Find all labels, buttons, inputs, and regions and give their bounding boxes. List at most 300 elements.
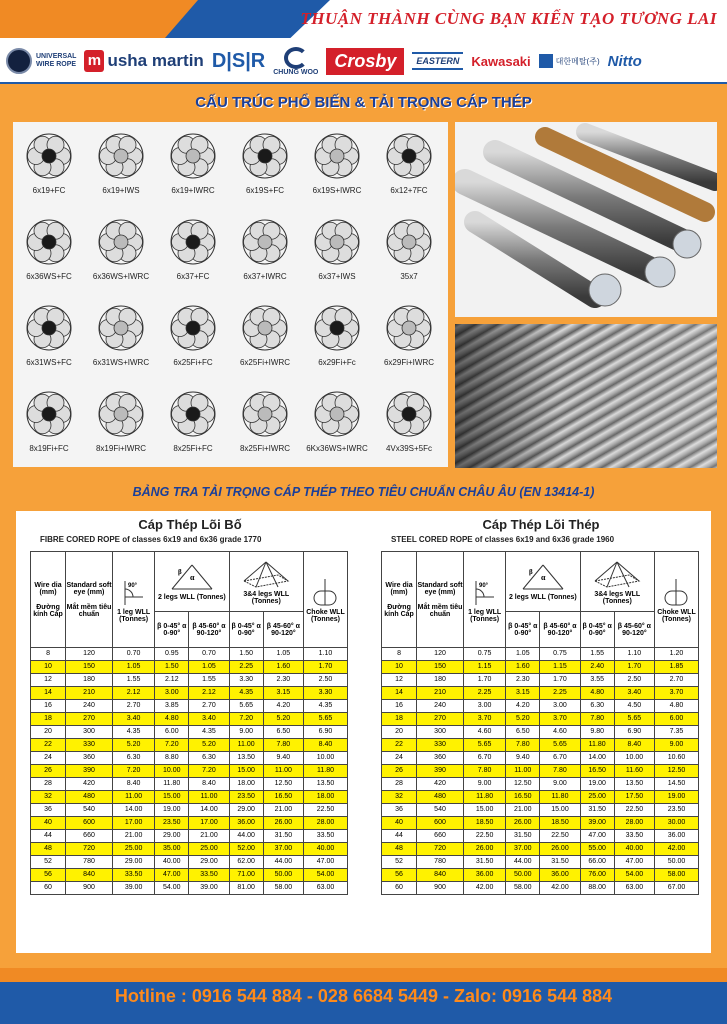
- rope-structure-label: 6x31WS+FC: [26, 358, 72, 367]
- rope-structure-label: 6x37+FC: [176, 272, 210, 281]
- table-cell: 1.20: [654, 648, 698, 661]
- single-leg-sling-icon: [470, 577, 500, 607]
- table-cell: 17.00: [189, 817, 229, 830]
- table-cell: 2.25: [464, 687, 506, 700]
- table-cell: 33.50: [113, 869, 155, 882]
- rope-structure-13: [13, 298, 85, 384]
- table-cell: 3.85: [155, 700, 189, 713]
- rope-structure-12: [373, 212, 445, 298]
- steel-col-one-leg: 90° 1 leg WLL (Tonnes): [464, 552, 506, 648]
- table-cell: 6.30: [113, 752, 155, 765]
- table-cell: 47.00: [614, 856, 654, 869]
- table-cell: 5.65: [464, 739, 506, 752]
- table-cell: 54.00: [614, 869, 654, 882]
- table-cell: 19.00: [580, 778, 614, 791]
- rope-cross-section-icon: [241, 390, 289, 438]
- table-cell: 44: [31, 830, 66, 843]
- nitto-logo: Nitto: [607, 52, 642, 70]
- table-cell: 840: [417, 869, 464, 882]
- table-cell: 1.70: [540, 674, 580, 687]
- table-cell: 9.40: [506, 752, 540, 765]
- table-cell: 4.20: [263, 700, 303, 713]
- table-cell: 15.00: [540, 804, 580, 817]
- rope-cross-section-icon: [313, 218, 361, 266]
- table-cell: 1.15: [464, 661, 506, 674]
- table-cell: 16: [382, 700, 417, 713]
- table-cell: 120: [417, 648, 464, 661]
- fibre-sub-2leg-b: β 45-60° α 90-120°: [189, 612, 229, 648]
- table-cell: 720: [66, 843, 113, 856]
- table-cell: 28.00: [614, 817, 654, 830]
- table-cell: 13.50: [614, 778, 654, 791]
- table-cell: 36: [31, 804, 66, 817]
- rope-structure-8: [85, 212, 157, 298]
- table-cell: 8: [382, 648, 417, 661]
- steel-col-wire-dia: Wire dia (mm) Đường kính Cáp: [382, 552, 417, 648]
- table-cell: 52: [382, 856, 417, 869]
- table-cell: 780: [417, 856, 464, 869]
- four-leg-sling-icon: [589, 559, 645, 589]
- table-cell: 1.15: [540, 661, 580, 674]
- table-cell: 21.00: [506, 804, 540, 817]
- table-cell: 2.30: [506, 674, 540, 687]
- table-cell: 14.00: [189, 804, 229, 817]
- rope-structure-label: 6x25Fi+IWRC: [239, 358, 290, 367]
- table-cell: 300: [417, 726, 464, 739]
- table-cell: 18.50: [540, 817, 580, 830]
- table-cell: 37.00: [506, 843, 540, 856]
- table-cell: 88.00: [580, 882, 614, 895]
- steel-table-subtitle: STEEL CORED ROPE of classes 6x19 and 6x36 grade 1960: [391, 535, 615, 544]
- table-cell: 36: [382, 804, 417, 817]
- table-cell: 31.50: [540, 856, 580, 869]
- table-cell: 3.70: [540, 713, 580, 726]
- rope-structure-label: 8x19Fi+FC: [29, 444, 69, 453]
- table-row: [31, 856, 348, 869]
- eastern-logo: EASTERN: [412, 52, 463, 70]
- table-cell: 7.80: [464, 765, 506, 778]
- table-cell: 10.00: [614, 752, 654, 765]
- table-cell: 240: [66, 700, 113, 713]
- table-cell: 15.00: [229, 765, 263, 778]
- table-cell: 30.00: [654, 817, 698, 830]
- table-cell: 720: [417, 843, 464, 856]
- rope-structure-label: 6x37+IWS: [318, 272, 356, 281]
- rope-cross-section-icon: [169, 304, 217, 352]
- table-cell: 11.80: [303, 765, 347, 778]
- rope-cross-section-icon: [169, 218, 217, 266]
- table-cell: 5.65: [303, 713, 347, 726]
- table-cell: 40: [31, 817, 66, 830]
- steel-col-soft-eye: Standard soft eye (mm) Mắt mềm tiêu chuẩn: [417, 552, 464, 648]
- table-cell: 480: [417, 791, 464, 804]
- table-row: [31, 765, 348, 778]
- table-cell: 12: [31, 674, 66, 687]
- table-cell: 18: [382, 713, 417, 726]
- rope-structure-4: [229, 126, 301, 212]
- table-cell: 4.35: [113, 726, 155, 739]
- table-cell: 150: [66, 661, 113, 674]
- svg-text:α: α: [189, 573, 195, 582]
- table-cell: 11.80: [155, 778, 189, 791]
- table-cell: 270: [417, 713, 464, 726]
- table-row: [382, 804, 699, 817]
- partner-logo-bar: [0, 40, 727, 84]
- rope-structure-label: 6x36WS+IWRC: [92, 272, 150, 281]
- table-cell: 360: [66, 752, 113, 765]
- table-cell: 15.00: [464, 804, 506, 817]
- table-cell: 44.00: [229, 830, 263, 843]
- table-cell: 2.70: [189, 700, 229, 713]
- table-cell: 5.20: [189, 739, 229, 752]
- table-cell: 14.00: [113, 804, 155, 817]
- hotline-text: Hotline : 0916 544 884 - 028 6684 5449 - Zalo: 0916 544 884: [114, 986, 613, 1006]
- table-cell: 47.00: [303, 856, 347, 869]
- table-cell: 9.40: [263, 752, 303, 765]
- table-cell: 47.00: [155, 869, 189, 882]
- table-cell: 62.00: [229, 856, 263, 869]
- table-cell: 26.00: [506, 817, 540, 830]
- table-cell: 11.60: [614, 765, 654, 778]
- table-cell: 8.40: [113, 778, 155, 791]
- table-cell: 3.30: [303, 687, 347, 700]
- rope-structure-label: 6x29Fi+IWRC: [383, 358, 434, 367]
- steel-col-two-legs: β α 2 legs WLL (Tonnes): [506, 552, 580, 612]
- table-cell: 390: [66, 765, 113, 778]
- table-cell: 22: [31, 739, 66, 752]
- rope-cross-section-icon: [313, 304, 361, 352]
- top-banner: [0, 0, 727, 40]
- wire-rope-ends-photo: [455, 122, 717, 317]
- rope-structure-label: 6x12+7FC: [390, 186, 428, 195]
- table-cell: 1.05: [506, 648, 540, 661]
- table-cell: 8.40: [303, 739, 347, 752]
- table-cell: 6.70: [464, 752, 506, 765]
- table-cell: 63.00: [614, 882, 654, 895]
- table-cell: 60: [31, 882, 66, 895]
- rope-cross-section-icon: [241, 132, 289, 180]
- table-cell: 7.20: [229, 713, 263, 726]
- table-cell: 10: [382, 661, 417, 674]
- table-cell: 10: [31, 661, 66, 674]
- svg-text:β: β: [528, 568, 533, 576]
- fibre-col-one-leg: 90° 1 leg WLL (Tonnes): [113, 552, 155, 648]
- footer-bar: [0, 968, 727, 1024]
- rope-cross-section-icon: [385, 132, 433, 180]
- table-row: [382, 765, 699, 778]
- table-cell: 40.00: [303, 843, 347, 856]
- table-cell: 52.00: [229, 843, 263, 856]
- steel-sub-4leg-b: β 45-60° α 90-120°: [614, 612, 654, 648]
- rope-structure-label: 6x25Fi+FC: [173, 358, 213, 367]
- table-cell: 0.70: [113, 648, 155, 661]
- table-row: [31, 869, 348, 882]
- rope-cross-section-icon: [97, 390, 145, 438]
- table-cell: 0.75: [540, 648, 580, 661]
- rope-structure-label: 6x19+FC: [32, 186, 66, 195]
- table-row: [31, 804, 348, 817]
- table-row: [31, 752, 348, 765]
- table-row: [382, 791, 699, 804]
- table-cell: 3.00: [155, 687, 189, 700]
- table-row: [382, 856, 699, 869]
- rope-structure-6: [373, 126, 445, 212]
- table-cell: 10.60: [654, 752, 698, 765]
- table-cell: 36.00: [229, 817, 263, 830]
- steel-core-table-block: [381, 517, 701, 895]
- table-cell: 22.50: [614, 804, 654, 817]
- table-cell: 6.50: [506, 726, 540, 739]
- table-cell: 19.00: [155, 804, 189, 817]
- table-cell: 540: [66, 804, 113, 817]
- table-cell: 270: [66, 713, 113, 726]
- table-cell: 26: [31, 765, 66, 778]
- rope-cross-section-icon: [313, 132, 361, 180]
- fibre-col-choke: Choke WLL (Tonnes): [303, 552, 347, 648]
- table-cell: 36.00: [540, 869, 580, 882]
- rope-structure-3: [157, 126, 229, 212]
- table-cell: 330: [66, 739, 113, 752]
- table-cell: 9.00: [464, 778, 506, 791]
- table-cell: 7.80: [580, 713, 614, 726]
- table-cell: 31.50: [506, 830, 540, 843]
- table-cell: 26.00: [540, 843, 580, 856]
- svg-text:90°: 90°: [127, 582, 137, 589]
- table-cell: 29.00: [229, 804, 263, 817]
- steel-col-three-four-legs: 3&4 legs WLL (Tonnes): [580, 552, 654, 612]
- rope-structure-label: 6x37+IWRC: [243, 272, 287, 281]
- table-cell: 20: [31, 726, 66, 739]
- table-row: [382, 882, 699, 895]
- two-leg-sling-icon: [164, 562, 220, 592]
- table-row: [31, 674, 348, 687]
- fibre-col-soft-eye: Standard soft eye (mm) Mắt mềm tiêu chuẩn: [66, 552, 113, 648]
- table-row: [382, 713, 699, 726]
- table-cell: 210: [66, 687, 113, 700]
- table-cell: 120: [66, 648, 113, 661]
- rope-cross-section-icon: [25, 218, 73, 266]
- steel-col-choke: Choke WLL (Tonnes): [654, 552, 698, 648]
- rope-structure-label: 6x19+IWS: [102, 186, 140, 195]
- fibre-sub-4leg-b: β 45-60° α 90-120°: [263, 612, 303, 648]
- table-cell: 18.00: [229, 778, 263, 791]
- table-cell: 18.00: [303, 791, 347, 804]
- table-cell: 58.00: [263, 882, 303, 895]
- table-cell: 900: [66, 882, 113, 895]
- table-cell: 28.00: [303, 817, 347, 830]
- rope-structure-label: 6x19+IWRC: [171, 186, 215, 195]
- rope-structure-label: 8x25Fi+FC: [173, 444, 213, 453]
- table-row: [31, 713, 348, 726]
- table-cell: 4.60: [540, 726, 580, 739]
- table-row: [31, 882, 348, 895]
- table-cell: 7.80: [540, 765, 580, 778]
- table-cell: 4.80: [654, 700, 698, 713]
- rope-structure-20: [85, 384, 157, 470]
- table-cell: 9.80: [580, 726, 614, 739]
- table-cell: 40: [382, 817, 417, 830]
- table-row: [382, 817, 699, 830]
- table-cell: 2.70: [654, 674, 698, 687]
- fibre-load-table: [30, 551, 348, 895]
- fibre-col-three-four-legs: 3&4 legs WLL (Tonnes): [229, 552, 303, 612]
- table-row: [382, 778, 699, 791]
- table-cell: 3.55: [580, 674, 614, 687]
- table-cell: 25.00: [580, 791, 614, 804]
- fibre-table-title: Cáp Thép Lõi Bố: [138, 517, 242, 532]
- table-cell: 23.50: [229, 791, 263, 804]
- table-cell: 16.50: [580, 765, 614, 778]
- table-cell: 1.55: [189, 674, 229, 687]
- table-cell: 6.30: [580, 700, 614, 713]
- fibre-col-two-legs: β α 2 legs WLL (Tonnes): [155, 552, 229, 612]
- table-cell: 0.70: [189, 648, 229, 661]
- rope-structure-16: [229, 298, 301, 384]
- rope-structure-9: [157, 212, 229, 298]
- table-cell: 1.70: [464, 674, 506, 687]
- table-cell: 6.00: [654, 713, 698, 726]
- table-row: [31, 817, 348, 830]
- rope-cross-section-icon: [97, 132, 145, 180]
- rope-cross-section-icon: [25, 132, 73, 180]
- table-cell: 600: [417, 817, 464, 830]
- table-cell: 5.20: [506, 713, 540, 726]
- chungwoo-swirl-icon: [284, 47, 308, 69]
- table-cell: 11.00: [263, 765, 303, 778]
- table-row: [382, 661, 699, 674]
- table-cell: 4.50: [614, 700, 654, 713]
- table-cell: 54.00: [303, 869, 347, 882]
- table-cell: 11.00: [506, 765, 540, 778]
- table-cell: 50.00: [263, 869, 303, 882]
- table-row: [382, 648, 699, 661]
- steel-sub-2leg-a: β 0-45° α 0-90°: [506, 612, 540, 648]
- table-cell: 7.20: [155, 739, 189, 752]
- rope-cross-section-icon: [169, 390, 217, 438]
- rope-structure-label: 6x19S+FC: [245, 186, 285, 195]
- table-row: [382, 726, 699, 739]
- rope-structure-17: [301, 298, 373, 384]
- table-cell: 55.00: [580, 843, 614, 856]
- table-cell: 29.00: [155, 830, 189, 843]
- table-cell: 7.80: [263, 739, 303, 752]
- svg-text:90°: 90°: [478, 582, 488, 589]
- table-cell: 360: [417, 752, 464, 765]
- table-cell: 48: [31, 843, 66, 856]
- table-cell: 180: [417, 674, 464, 687]
- table-cell: 1.50: [155, 661, 189, 674]
- table-cell: 24: [31, 752, 66, 765]
- rope-cross-section-icon: [313, 390, 361, 438]
- table-cell: 39.00: [580, 817, 614, 830]
- table-cell: 12.50: [506, 778, 540, 791]
- table-cell: 210: [417, 687, 464, 700]
- choke-sling-icon: [661, 577, 691, 607]
- rope-structure-11: [301, 212, 373, 298]
- table-cell: 3.00: [540, 700, 580, 713]
- table-cell: 42.00: [464, 882, 506, 895]
- rope-cross-section-icon: [241, 218, 289, 266]
- table-cell: 6.90: [614, 726, 654, 739]
- rope-cross-section-icon: [241, 304, 289, 352]
- table-cell: 2.12: [155, 674, 189, 687]
- table-cell: 26.00: [464, 843, 506, 856]
- table-cell: 28: [31, 778, 66, 791]
- rope-cross-section-icon: [385, 304, 433, 352]
- table-cell: 13.50: [229, 752, 263, 765]
- table-cell: 6.00: [155, 726, 189, 739]
- table-cell: 66.00: [580, 856, 614, 869]
- table-row: [31, 778, 348, 791]
- table-cell: 47.00: [580, 830, 614, 843]
- wire-rope-spool-photo: [455, 324, 717, 468]
- rope-structure-14: [85, 298, 157, 384]
- rope-structure-7: [13, 212, 85, 298]
- rope-structure-15: [157, 298, 229, 384]
- rope-cross-section-icon: [25, 390, 73, 438]
- table-cell: 44.00: [263, 856, 303, 869]
- table-cell: 26: [382, 765, 417, 778]
- table-cell: 40.00: [614, 843, 654, 856]
- table-cell: 8.80: [155, 752, 189, 765]
- table-cell: 3.15: [263, 687, 303, 700]
- table-cell: 3.40: [113, 713, 155, 726]
- table-row: [382, 739, 699, 752]
- rope-structure-21: [157, 384, 229, 470]
- table-cell: 56: [31, 869, 66, 882]
- table-cell: 14: [31, 687, 66, 700]
- rope-structure-1: [13, 126, 85, 212]
- table-cell: 33.50: [614, 830, 654, 843]
- table-cell: 17.00: [113, 817, 155, 830]
- table-cell: 16.50: [263, 791, 303, 804]
- table-cell: 54.00: [155, 882, 189, 895]
- table-cell: 3.30: [229, 674, 263, 687]
- table-cell: 50.00: [654, 856, 698, 869]
- table-cell: 2.12: [189, 687, 229, 700]
- table-cell: 20: [382, 726, 417, 739]
- rope-structure-label: 6x36WS+FC: [26, 272, 72, 281]
- table-cell: 29.00: [189, 856, 229, 869]
- fibre-sub-4leg-a: β 0-45° α 0-90°: [229, 612, 263, 648]
- rope-structure-19: [13, 384, 85, 470]
- fibre-table-subtitle: FIBRE CORED ROPE of classes 6x19 and 6x36 grade 1770: [40, 535, 262, 544]
- table-cell: 31.50: [464, 856, 506, 869]
- table-cell: 42.00: [540, 882, 580, 895]
- table-cell: 180: [66, 674, 113, 687]
- table-cell: 1.60: [263, 661, 303, 674]
- table-cell: 44.00: [506, 856, 540, 869]
- daehan-logo: 대한메탈(주): [539, 54, 600, 68]
- svg-text:β: β: [177, 568, 182, 576]
- table-cell: 9.00: [229, 726, 263, 739]
- table-cell: 37.00: [263, 843, 303, 856]
- fibre-sub-2leg-a: β 0-45° α 0-90°: [155, 612, 189, 648]
- table-cell: 7.80: [506, 739, 540, 752]
- table-cell: 48: [382, 843, 417, 856]
- steel-sub-4leg-a: β 0-45° α 0-90°: [580, 612, 614, 648]
- table-cell: 19.00: [654, 791, 698, 804]
- table-cell: 600: [66, 817, 113, 830]
- table-cell: 9.00: [654, 739, 698, 752]
- table-cell: 33.50: [189, 869, 229, 882]
- rope-cross-section-icon: [385, 390, 433, 438]
- table-cell: 58.00: [506, 882, 540, 895]
- table-cell: 3.00: [464, 700, 506, 713]
- table-cell: 1.10: [303, 648, 347, 661]
- table-row: [382, 830, 699, 843]
- single-leg-sling-icon: [119, 577, 149, 607]
